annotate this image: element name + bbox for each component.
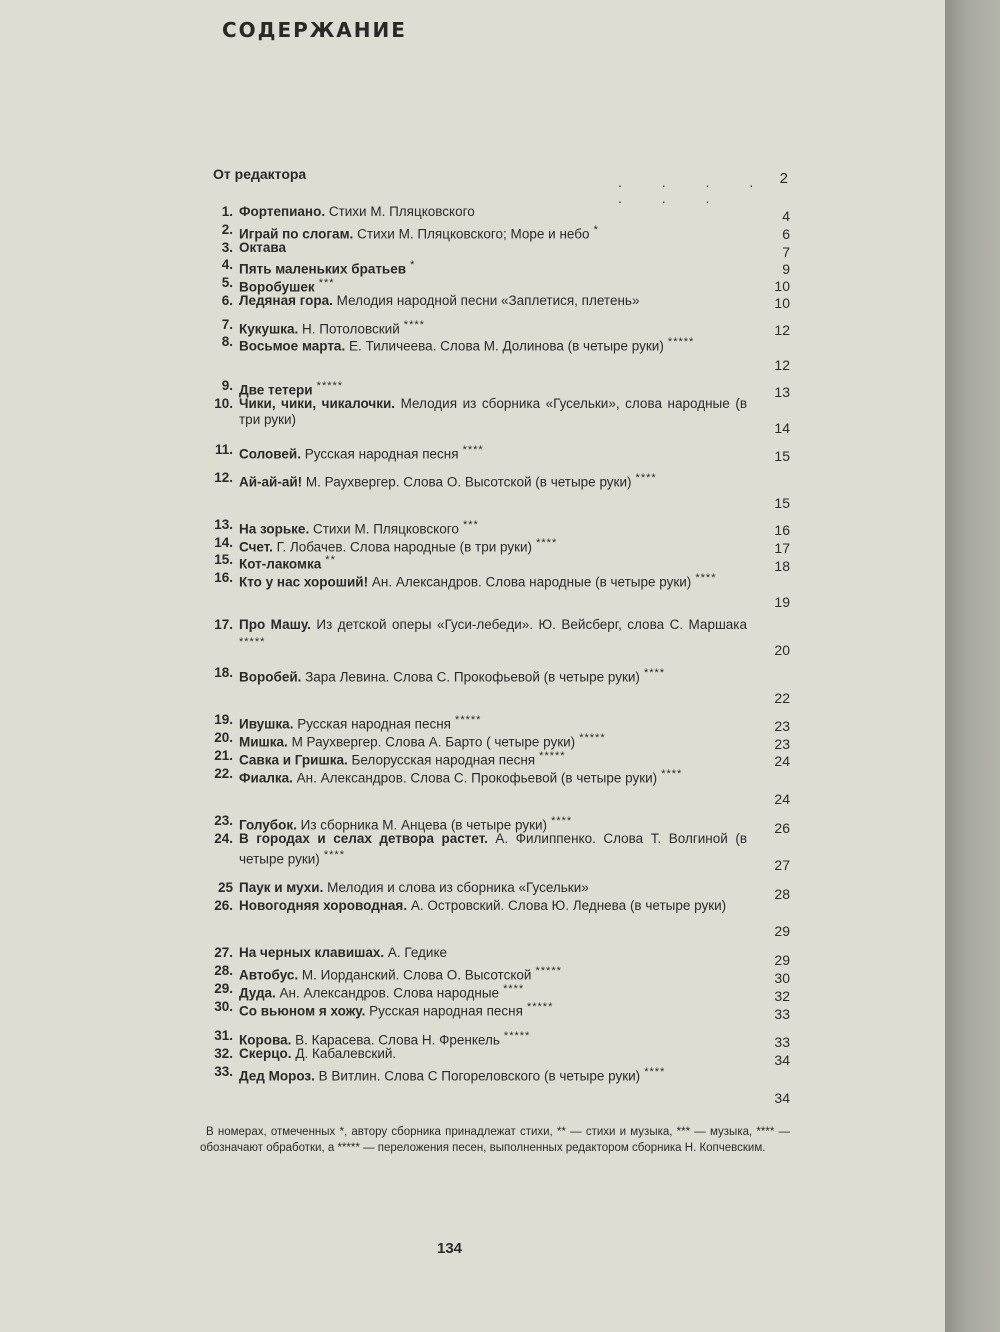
entry-page-number: 14 [774,420,790,436]
entry-mark: ***** [312,380,344,392]
entry-page-number: 32 [774,988,790,1004]
entry-text [239,570,747,591]
entry-title: Воробушек [239,279,315,295]
entry-details: М Раухвергер. Слова А. Барто ( четыре руки) [287,734,576,750]
entry-details: Из детской оперы «Гуси-лебеди». Ю. Вейсберг, слова С. Маршака [310,617,747,632]
entry-number: 22. [214,766,233,781]
entry-title: Играй по слогам. [239,226,354,242]
toc-entry [195,396,790,440]
entry-title: Октава [239,240,287,255]
entry-number: 32. [214,1046,233,1061]
entry-number: 29. [214,981,233,996]
entry-title: Кукушка. [239,321,299,337]
entry-details: Мелодия и слова из сборника «Гусельки» [323,880,589,895]
entry-number: 26. [214,898,233,913]
entry-details: А. Островский. Слова Ю. Леднева (в четыре руки) [407,898,727,913]
entry-title: Ай-ай-ай! [239,474,303,490]
entry-title: Две тетери [239,382,313,398]
entry-number: 8. [221,334,233,349]
entry-text [239,334,747,355]
entry-details: Зара Левина. Слова С. Прокофьевой (в четыре руки) [301,669,640,685]
entry-page-number: 17 [774,540,790,556]
entry-details: М. Раухвергер. Слова О. Высотской (в четыре руки) [302,474,632,490]
entry-number: 21. [214,748,233,763]
entry-page-number: 6 [782,226,790,242]
entry-page-number: 29 [774,923,790,939]
entry-mark: ***** [451,714,482,726]
entry-mark: * [589,224,599,236]
entry-number: 4. [221,257,233,272]
entry-details: Стихи М. Пляцковского [325,204,475,219]
entry-title: Ледяная гора. [239,293,333,308]
entry-number: 30. [214,999,233,1014]
toc-entry [195,334,790,377]
entry-page-number: 13 [774,384,790,400]
entry-number: 5. [221,275,233,290]
entry-text [239,880,747,896]
entry-number: 9. [221,378,233,393]
entry-details: Ан. Александров. Слова народные [275,985,500,1001]
entry-page-number: 7 [782,244,790,260]
entry-page-number: 10 [774,278,790,294]
entry-number: 14. [214,535,233,550]
entry-title: В городах и селах детвора растет. [239,831,488,846]
entry-mark: **** [640,1066,666,1078]
entry-number: 16. [214,570,233,585]
entry-number: 31. [214,1028,233,1043]
entry-title: Мишка. [239,734,288,750]
entry-mark: **** [458,444,484,456]
entry-number: 20. [214,730,233,745]
entry-text [239,831,747,868]
toc-entry [195,293,790,315]
entry-title: Скерцо. [239,1046,292,1061]
entry-details: Д. Кабалевский. [291,1046,397,1061]
entry-page-number: 23 [774,718,790,734]
toc-editor-entry [213,166,788,206]
page-edge [945,0,1000,1332]
toc-entry [195,665,790,710]
editor-page-number: 2 [779,170,788,187]
entry-details: В. Карасева. Слова Н. Френкель [291,1032,500,1048]
entry-mark: **** [532,537,558,549]
entry-title: Фиалка. [239,770,293,786]
entry-mark: ** [321,554,336,566]
entry-number: 23. [214,813,233,828]
entry-mark: ***** [499,1030,531,1042]
toc-entry [195,999,790,1026]
toc-entry [195,442,790,468]
entry-mark: **** [639,667,666,679]
entry-page-number: 34 [774,1090,790,1106]
entry-title: Дед Мороз. [239,1068,315,1084]
entry-number: 12. [214,470,233,485]
entry-page-number: 10 [774,295,790,311]
entry-mark: **** [319,849,345,861]
entry-page-number: 12 [774,322,790,338]
entry-text [239,240,747,256]
entry-page-number: 9 [782,261,790,277]
entry-title: Воробей. [239,669,302,685]
page-number: 134 [437,1240,463,1257]
entry-number: 33. [214,1064,233,1079]
entry-details: М. Иорданский. Слова О. Высотской [298,967,532,983]
entry-mark: **** [631,472,657,484]
entry-details: В Витлин. Слова С Погореловского (в четыре руки) [314,1068,641,1084]
entry-title: Восьмое марта. [239,338,346,354]
entry-details: А. Гедике [384,945,448,960]
toc-entry [195,617,790,662]
entry-title: Новогодняя хороводная. [239,898,408,913]
entry-title: Дуда. [239,985,276,1001]
entry-page-number: 18 [774,558,790,574]
entry-mark: **** [691,572,717,584]
entry-details: Н. Потоловский [298,321,400,337]
entry-mark: *** [314,277,335,289]
entry-text [239,470,747,491]
entry-page-number: 29 [774,952,790,968]
entry-text [239,396,747,428]
entry-mark: ***** [239,636,266,648]
toc-entry [195,570,790,614]
toc-entry [195,898,790,943]
entry-number: 1. [221,204,233,219]
entry-title: Пять маленьких братьев [239,261,407,277]
entry-title: Кто у нас хороший! [239,574,369,590]
entry-text [239,999,747,1020]
entry-details: Стихи М. Пляцковского; Море и небо [353,226,590,242]
leader-dots: . . . . . . . [618,174,772,206]
toc-entry [195,831,790,877]
entry-number: 2. [221,222,233,237]
entry-page-number: 4 [782,208,790,224]
entry-title: На зорьке. [239,521,310,537]
entry-page-number: 15 [774,495,790,511]
entry-title: Фортепиано. [239,204,326,219]
entry-title: Соловей. [239,446,301,462]
entry-title: Про Машу. [239,617,311,632]
entry-title: Паук и мухи. [239,880,324,895]
entry-text [239,1064,747,1085]
entry-number: 6. [221,293,233,308]
entry-mark: ***** [531,965,562,977]
entry-page-number: 12 [774,357,790,373]
entry-mark: **** [547,815,573,827]
entry-title: На черных клавишах. [239,945,385,960]
entry-page-number: 16 [774,522,790,538]
entry-page-number: 19 [774,594,790,610]
entry-page-number: 20 [774,642,790,658]
entry-text [239,665,747,686]
entry-text [239,442,747,463]
entry-page-number: 27 [774,857,790,873]
entry-page-number: 34 [774,1052,790,1068]
entry-number: 10. [214,396,233,411]
entry-details: Стихи М. Пляцковского [309,521,459,537]
entry-details: А. Филиппенко. Слова Т. Волгиной (в четыре руки) [239,831,747,867]
entry-page-number: 22 [774,690,790,706]
entry-page-number: 23 [774,736,790,752]
entry-title: Кот-лакомка [239,556,322,572]
entry-number: 15. [214,552,233,567]
toc-entry [195,470,790,515]
entry-text [239,766,747,787]
entry-title: Савка и Гришка. [239,752,348,768]
entry-page-number: 24 [774,791,790,807]
entry-title: Счет. [239,539,273,555]
entry-number: 28. [214,963,233,978]
toc-entry [195,766,790,811]
entry-page-number: 24 [774,753,790,769]
entry-title: Чики, чики, чикалочки. [239,396,396,411]
entry-details: Из сборника М. Анцева (в четыре руки) [296,817,548,833]
entry-title: Голубок. [239,817,297,833]
entry-mark: ***** [575,732,606,744]
footnote: В номерах, отмеченных *, автору сборника принадлежат стихи, ** — стихи и музыка, *** — музыка, **** — обозначают обработки, а ***** — переложения песен, выполненных редактором сборника Н. Копчевским. [200,1126,790,1154]
entry-page-number: 28 [774,886,790,902]
entry-title: Корова. [239,1032,292,1048]
entry-number: 25 [217,880,233,895]
entry-number: 13. [214,517,233,532]
entry-details: Русская народная песня [365,1003,523,1019]
entry-text [239,293,747,309]
entry-title: Автобус. [239,967,299,983]
entry-text [239,204,747,220]
entry-details: Е. Тиличеева. Слова М. Долинова (в четыре руки) [345,338,664,354]
entry-number: 27. [214,945,233,960]
toc-entry [195,1064,790,1110]
entry-mark: * [406,259,416,271]
entry-details: Ан. Александров. Слова С. Прокофьевой (в четыре руки) [292,770,658,786]
entry-mark: ***** [535,750,566,762]
entry-page-number: 33 [774,1034,790,1050]
entry-page-number: 15 [774,448,790,464]
entry-number: 18. [214,665,233,680]
entry-mark: **** [499,983,525,995]
entry-number: 7. [221,317,233,332]
entry-text [239,617,747,655]
entry-number: 19. [214,712,233,727]
entry-text [239,945,747,961]
entry-page-number: 33 [774,1006,790,1022]
entry-number: 11. [214,442,233,457]
entry-page-number: 26 [774,820,790,836]
entry-title: Ивушка. [239,716,294,732]
entry-details: Г. Лобачев. Слова народные (в три руки) [272,539,533,555]
entry-number: 24. [214,831,233,846]
entry-text [239,1046,747,1062]
page-title: СОДЕРЖАНИЕ [222,18,407,42]
entry-details: Русская народная песня [293,716,451,732]
entry-details: Мелодия из сборника «Гусельки», слова народные (в три руки) [239,396,747,427]
entry-details: Белорусская народная песня [347,752,536,768]
editor-label: От редактора [213,166,307,182]
entry-page-number: 30 [774,970,790,986]
entry-details: Ан. Александров. Слова народные (в четыре руки) [368,574,692,590]
entry-mark: ***** [663,336,695,348]
entry-number: 17. [214,617,233,632]
entry-number: 3. [221,240,233,255]
entry-details: Русская народная песня [300,446,459,462]
entry-title: Со вьюном я хожу. [239,1003,366,1019]
entry-mark: *** [458,519,479,531]
entry-text [239,898,747,914]
entry-details: Мелодия народной песни «Заплетися, плетень» [332,293,640,308]
entry-mark: **** [399,319,425,331]
entry-mark: **** [657,768,683,780]
entry-mark: ***** [522,1001,554,1013]
